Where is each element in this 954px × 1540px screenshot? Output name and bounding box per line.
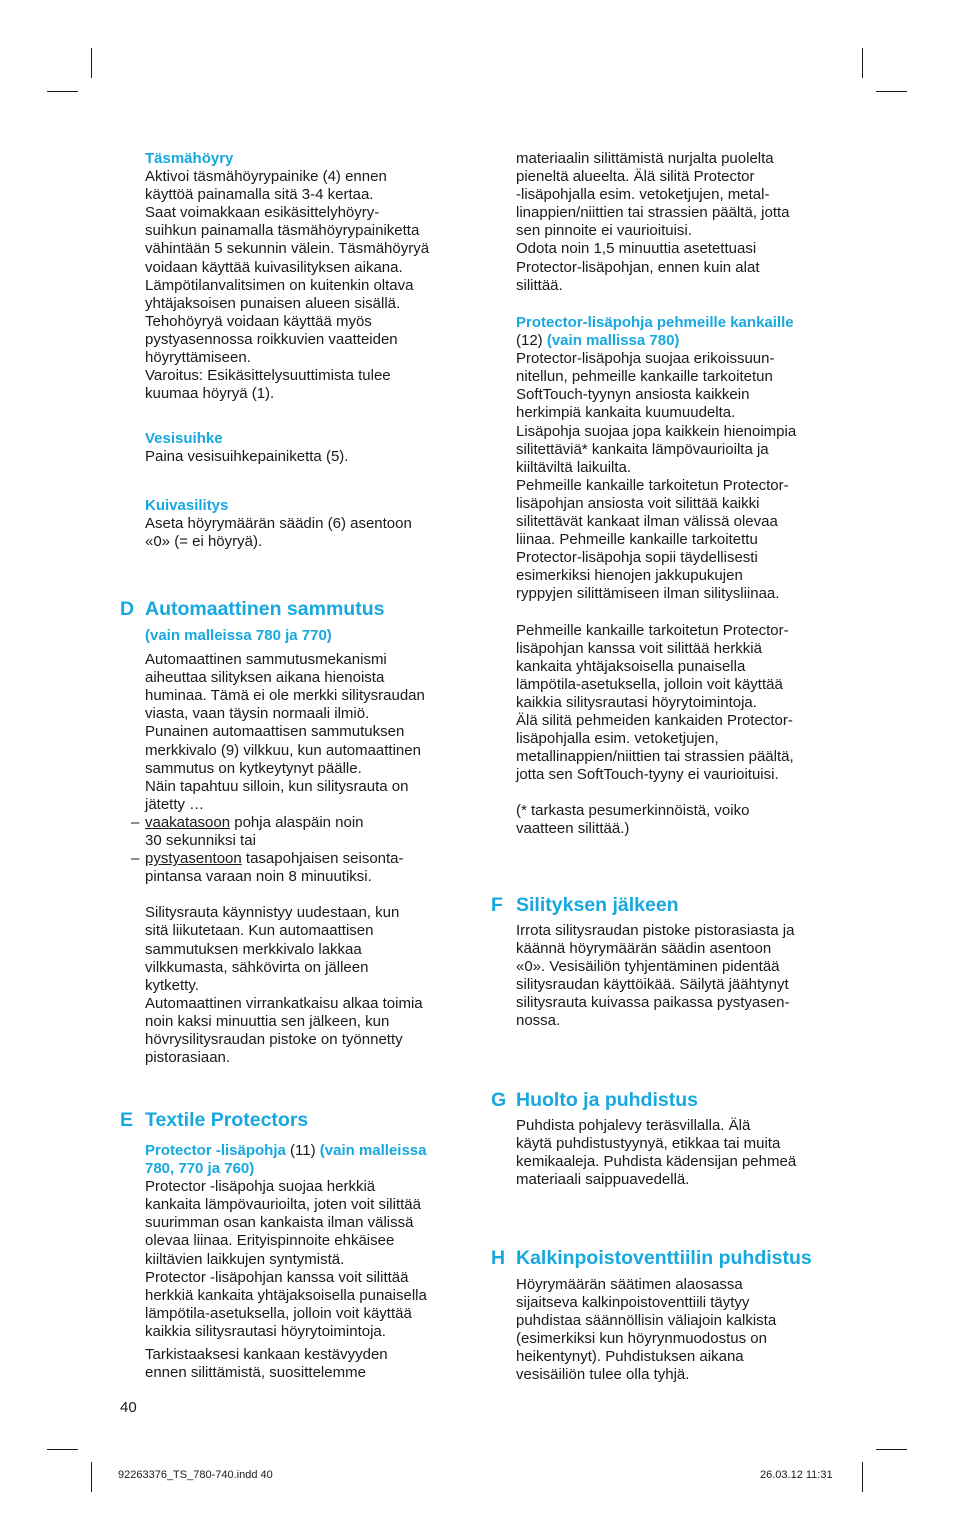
text-line: Irrota silitysraudan pistoke pistorasiasta ja	[516, 922, 795, 939]
text-line: lämpötila-asetuksella, jolloin voit käyttää	[145, 1304, 412, 1322]
bullet-text: tasapohjaisen seisonta-	[241, 850, 404, 868]
text-line: Protector -lisäpohja suojaa herkkiä	[145, 1178, 376, 1196]
text-line: Punainen automaattisen sammutuksen	[145, 723, 405, 741]
text-line: kiiltäviltä laikuilta.	[516, 458, 632, 476]
crop-mark	[862, 48, 863, 78]
text-line: silittää.	[516, 276, 563, 294]
section-h-heading	[491, 1246, 861, 1270]
crop-mark	[47, 91, 78, 92]
text-line: nitellun, pehmeille kankaille tarkoitetun	[516, 368, 773, 386]
text-line: nossa.	[516, 1012, 561, 1030]
text-line: Tehohöyryä voidaan käyttää myös	[145, 312, 372, 330]
bullet-text: pohja alaspäin noin	[230, 813, 364, 831]
text-line: pistorasiaan.	[145, 1049, 231, 1067]
bullet-text: 30 sekunniksi tai	[145, 832, 256, 850]
section-g-heading	[491, 1088, 861, 1112]
text-line: Aktivoi täsmähöyrypainike (4) ennen	[145, 168, 387, 186]
text-line: pystyasennossa roikkuvien vaatteiden	[145, 330, 398, 348]
text-line: sen pinnoite ei vaurioituisi.	[516, 222, 692, 240]
text-line: linappien/niittien tai strassien päältä, jotta	[516, 204, 790, 222]
bullet-underlined: pystyasentoon	[145, 850, 242, 868]
text-line: käyttöä painamalla sitä 3-4 kertaa.	[145, 186, 374, 204]
section-e-title: Textile Protectors	[145, 1109, 309, 1131]
text-line: (esimerkiksi kun höyrynmuodostus on	[516, 1330, 767, 1348]
section-e-body	[145, 1142, 475, 1382]
text-line: vähintään 5 sekunnin välein. Täsmähöyryä	[145, 240, 430, 258]
text-line: kemikaaleja. Puhdista kädensijan pehmeä	[516, 1153, 797, 1171]
text-line: «0». Vesisäiliön tyhjentäminen pidentää	[516, 958, 780, 976]
text-line: vaatteen silittää.)	[516, 820, 630, 838]
text-line: (* tarkasta pesumerkinnöistä, voiko	[516, 802, 750, 820]
text-line: Saat voimakkaan esikäsittelyhöyry-	[145, 204, 380, 222]
text-line: esimerkiksi hienojen jakkupukujen	[516, 567, 743, 585]
text-line: silitysrauta kuivassa paikassa pystyasen-	[516, 994, 790, 1012]
bullet-text: pintansa varaan noin 8 minuutiksi.	[145, 868, 372, 886]
text-line: Automaattinen virrankatkaisu alkaa toimia	[145, 994, 423, 1012]
section-e-text	[145, 1178, 475, 1341]
protector-soft-num: (12)	[516, 332, 547, 350]
text-line: kiiltävien laikkujen syntymistä.	[145, 1250, 345, 1268]
vesisuihke-text	[145, 448, 475, 466]
text-line: viasta, vaan täysin normaali ilmiö.	[145, 705, 370, 723]
tasmahoyry-text	[145, 168, 475, 403]
text-line: kaikkia silitysrautasi höyrytoimintoja.	[516, 693, 757, 711]
text-line: kuumaa höyryä (1).	[145, 385, 275, 403]
bullet-item	[131, 850, 475, 886]
protector-subheading	[145, 1142, 475, 1178]
text-line: Odota noin 1,5 minuuttia asetettuasi	[516, 240, 757, 258]
text-line: kaikkia silitysrautasi höyrytoimintoja.	[145, 1322, 386, 1340]
text-line: Tarkistaaksesi kankaan kestävyyden	[145, 1346, 388, 1364]
text-line: materiaalin silittämistä nurjalta puolelta	[516, 150, 774, 167]
section-e-letter: E	[120, 1109, 134, 1131]
text-line: aiheuttaa silityksen aikana hienoista	[145, 669, 385, 687]
protector-soft-text-2	[516, 622, 846, 785]
text-line: lämpötila-asetuksella, jolloin voit käyttää	[516, 675, 783, 693]
text-line: Paina vesisuihkepainiketta (5).	[145, 448, 349, 466]
section-e-text-2	[145, 1346, 475, 1382]
text-line: Höyrymäärän säätimen alaosassa	[516, 1276, 743, 1293]
text-line: jotta sen SoftTouch-tyyny ei vaurioituisi.	[516, 766, 779, 784]
section-e-heading	[120, 1108, 480, 1132]
text-line: pieneltä alueelta. Älä silitä Protector	[516, 168, 755, 186]
text-line: sitä liikutetaan. Kun automaattisen	[145, 922, 374, 940]
text-line: suihkun painamalla täsmähöyrypainiketta	[145, 222, 420, 240]
text-line: lisäpohjan kanssa voit silittää herkkiä	[516, 639, 762, 657]
text-line: Protector -lisäpohjan kanssa voit silittää	[145, 1268, 409, 1286]
protector-label: Protector -lisäpohja	[145, 1142, 286, 1159]
protector-soft-models-line	[516, 332, 846, 350]
text-line: -lisäpohjalla esim. vetoketjujen, metal-	[516, 186, 770, 204]
protector-soft-text	[516, 350, 846, 603]
bullet-dash: –	[131, 813, 140, 831]
section-d-text	[145, 651, 475, 814]
text-line: Silitysrauta käynnistyy uudestaan, kun	[145, 904, 400, 922]
section-d-title: Automaattinen sammutus	[145, 598, 385, 620]
kuivasilitys-text	[145, 515, 475, 551]
text-line: merkkivalo (9) vilkkuu, kun automaattinen	[145, 741, 421, 759]
text-line: Varoitus: Esikäsittelysuuttimista tulee	[145, 367, 391, 385]
text-line: hövrysilitysraudan pistoke on työnnetty	[145, 1030, 403, 1048]
section-f-letter: F	[491, 894, 503, 916]
text-line: höyryttämiseen.	[145, 349, 251, 367]
section-h-body	[516, 1276, 846, 1385]
section-d-body	[131, 627, 475, 1067]
section-g-text	[516, 1117, 846, 1189]
text-line: lisäpohjan ansiosta voit silittää kaikki	[516, 494, 760, 512]
text-line: Lämpötilanvalitsimen on kuitenkin oltava	[145, 276, 414, 294]
text-line: silitettäviä* kankaita lämpövaurioilta ja	[516, 440, 769, 458]
text-line: Protector-lisäpohja sopii täydellisesti	[516, 549, 758, 567]
bullet-dash: –	[131, 850, 140, 868]
text-line: sammutus on kytkeytynyt päälle.	[145, 759, 362, 777]
text-line: voidaan käyttää kuivasilityksen aikana.	[145, 258, 403, 276]
text-line: jätetty …	[145, 795, 205, 813]
footnote	[516, 802, 846, 838]
text-line: kankaita yhtäjaksoisella punaisella	[516, 657, 746, 675]
text-line: Protector-lisäpohja suojaa erikoissuun-	[516, 350, 775, 368]
text-line: huminaa. Tämä ei ole merkki silitysraudan	[145, 687, 425, 705]
text-line: silitysraudan käyttöikää. Säilytä jäähtynyt	[516, 976, 789, 994]
text-line: metallinappien/niittien tai strassien päältä,	[516, 748, 794, 766]
protector-soft-heading: Protector-lisäpohja pehmeille kankaille	[516, 314, 794, 331]
section-f-text	[516, 922, 846, 1031]
text-line: olevaa liinaa. Erityispinnoite ehkäisee	[145, 1232, 395, 1250]
text-line: vesisäiliön tulee olla tyhjä.	[516, 1366, 690, 1384]
text-line: herkkiä kankaita yhtäjaksoisella punaisella	[145, 1286, 427, 1304]
text-line: Lisäpohja suojaa jopa kaikkein hienoimpia	[516, 422, 797, 440]
footer-file: 92263376_TS_780-740.indd 40	[118, 1469, 273, 1481]
text-line: heikentynyt). Puhdistuksen aikana	[516, 1348, 744, 1366]
text-line: Automaattinen sammutusmekanismi	[145, 651, 387, 669]
section-f-body	[516, 922, 846, 1031]
protector-num: (11)	[285, 1142, 320, 1159]
text-line: silitettävät kankaat ilman välissä olevaa	[516, 513, 778, 531]
footer-date: 26.03.12 11:31	[760, 1469, 833, 1481]
protector-soft-models: (vain mallissa 780)	[546, 332, 680, 350]
text-line: vilkkumasta, sähkövirta on jälleen	[145, 958, 369, 976]
section-h-text	[516, 1276, 846, 1385]
protector-continued-text	[516, 150, 846, 295]
text-line: sijaitseva kalkinpoistoventtiili täytyy	[516, 1294, 750, 1312]
protector-continued	[516, 150, 846, 295]
tasmahoyry-heading: Täsmähöyry	[145, 150, 234, 167]
section-d-heading	[120, 597, 480, 621]
crop-mark	[862, 1462, 863, 1492]
section-d-subtitle: (vain malleissa 780 ja 770)	[145, 627, 332, 644]
text-line: lisäpohjalla esim. vetoketjujen,	[516, 730, 719, 748]
bullet-underlined: vaakatasoon	[145, 813, 231, 831]
text-line: Aseta höyrymäärän säädin (6) asentoon	[145, 515, 412, 533]
section-d-text-2	[145, 904, 475, 1067]
text-line: herkimpiä kankaita kuumuudelta.	[516, 404, 736, 422]
text-line: suurimman osan kankaista ilman välissä	[145, 1214, 414, 1232]
kuivasilitys-heading: Kuivasilitys	[145, 497, 229, 514]
protector-soft-block	[516, 314, 846, 839]
text-line: SoftTouch-tyynyn ansiosta kaikkein	[516, 386, 750, 404]
text-line: liinaa. Pehmeille kankaille tarkoitettu	[516, 531, 758, 549]
section-h-title: Kalkinpoistoventtiilin puhdistus	[516, 1247, 812, 1269]
crop-mark	[876, 91, 907, 92]
vesisuihke-block	[145, 430, 475, 466]
text-line: Pehmeille kankaille tarkoitetun Protector-	[516, 476, 789, 494]
text-line: materiaali saippuavedellä.	[516, 1171, 690, 1189]
section-f-title: Silityksen jälkeen	[516, 894, 679, 916]
text-line: ennen silittämistä, suosittelemme	[145, 1364, 366, 1382]
text-line: Älä silitä pehmeiden kankaiden Protector-	[516, 711, 793, 729]
text-line: yhtäjaksoisen punaisen alueen sisällä.	[145, 294, 401, 312]
text-line: noin kaksi minuuttia sen jälkeen, kun	[145, 1012, 390, 1030]
page-number: 40	[120, 1399, 137, 1416]
text-line: ryppyjen silittämiseen ilman silitysliinaa.	[516, 585, 780, 603]
text-line: käännä höyrymäärän säädin asentoon	[516, 940, 772, 958]
section-h-letter: H	[491, 1247, 506, 1269]
text-line: Puhdista pohjalevy teräsvillalla. Älä	[516, 1117, 751, 1134]
text-line: käytä puhdistustyynyä, etikkaa tai muita	[516, 1135, 781, 1153]
text-line: puhdistaa säännöllisin väliajoin kalkista	[516, 1312, 777, 1330]
crop-mark	[876, 1449, 907, 1450]
text-line: Protector-lisäpohjan, ennen kuin alat	[516, 258, 760, 276]
crop-mark	[91, 1462, 92, 1492]
vesisuihke-heading: Vesisuihke	[145, 430, 223, 447]
text-line: sammutuksen merkkivalo lakkaa	[145, 940, 362, 958]
protector-models: 780, 770 ja 760)	[145, 1160, 255, 1178]
kuivasilitys-block	[145, 497, 475, 551]
crop-mark	[91, 48, 92, 78]
text-line: Näin tapahtuu silloin, kun silitysrauta on	[145, 777, 409, 795]
section-g-body	[516, 1117, 846, 1189]
section-f-heading	[491, 893, 861, 917]
text-line: kankaita lämpövaurioilta, joten voit silittää	[145, 1196, 421, 1214]
text-line: kytketty.	[145, 976, 199, 994]
protector-models: (vain malleissa	[319, 1142, 427, 1159]
text-line: Pehmeille kankaille tarkoitetun Protector-	[516, 621, 789, 639]
section-g-title: Huolto ja puhdistus	[516, 1089, 698, 1111]
section-g-letter: G	[491, 1089, 507, 1111]
crop-mark	[47, 1449, 78, 1450]
tasmahoyry-block	[145, 150, 475, 403]
bullet-item	[131, 814, 475, 850]
text-line: «0» (= ei höyryä).	[145, 533, 263, 551]
section-d-letter: D	[120, 598, 135, 620]
